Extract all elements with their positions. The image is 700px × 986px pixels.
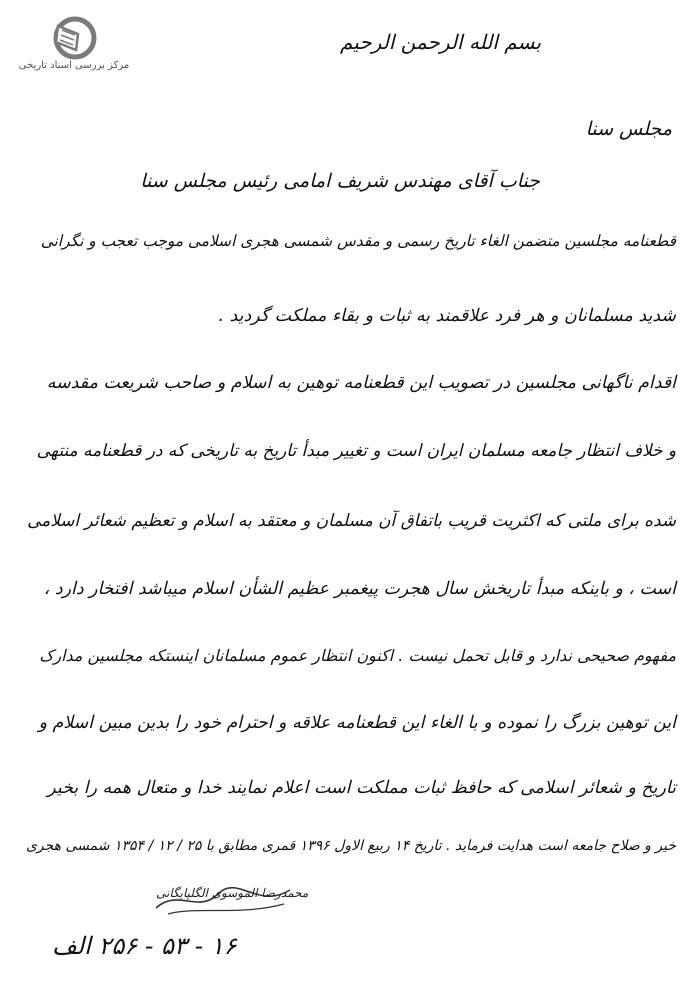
- body-line: قطعنامه مجلسین متضمن الغاء تاریخ رسمی و مقدس شمسی هجری اسلامی موجب تعجب و نگرانی: [40, 232, 676, 250]
- body-line: است ، و باینکه مبدأ تاریخش سال هجرت پیغمبر عظیم الشأن اسلام میباشد افتخار دارد ،: [43, 579, 676, 599]
- body-line: شده برای ملتی که اکثریت قریب باتفاق آن مسلمان و معتقد به اسلام و تعظیم شعائر اسلامی: [27, 510, 676, 530]
- document-number: ۱۶ - ۵۳ - ۲۵۶ الف: [52, 932, 237, 960]
- archive-logo-icon: [48, 16, 98, 60]
- institution-name: مجلس سنا: [585, 118, 672, 140]
- body-line: و خلاف انتظار جامعه مسلمان ایران است و تغییر مبدأ تاریخ به تاریخی که در قطعنامه منتهی: [36, 440, 676, 460]
- body-line: اقدام ناگهانی مجلسین در تصویب این قطعنامه توهین به اسلام و صاحب شریعت مقدسه: [46, 373, 676, 393]
- bismillah-heading: بسم الله الرحمن الرحیم: [340, 30, 542, 54]
- body-line: این توهین بزرگ را نموده و با الغاء این قطعنامه علاقه و احترام خود را بدین مبین اسلام و: [38, 713, 676, 733]
- body-line: مفهوم صحیحی ندارد و قابل تحمل نیست . اکنون انتظار عموم مسلمانان اینستکه مجلسین مدارک: [39, 646, 676, 665]
- signature-name: محمدرضا الموسوی الگلپایگانی: [156, 886, 309, 900]
- letter-addressee: جناب آقای مهندس شریف امامی رئیس مجلس سنا: [140, 170, 540, 192]
- archive-caption: مرکز بررسی اسناد تاریخی: [18, 60, 130, 71]
- body-line: شدید مسلمانان و هر فرد علاقمند به ثبات و بقاء مملکت گردید .: [218, 306, 676, 326]
- date-line: خیر و صلاح جامعه است هدایت فرماید . تاریخ ۱۴ ربیع الاول ۱۳۹۶ قمری مطابق با ۲۵ / ۱۲ / ۱۳۵۴ شمسی هجری: [25, 838, 676, 854]
- body-line: تاریخ و شعائر اسلامی که حافظ ثبات مملکت است اعلام نمایند خدا و متعال همه را بخیر: [47, 778, 676, 798]
